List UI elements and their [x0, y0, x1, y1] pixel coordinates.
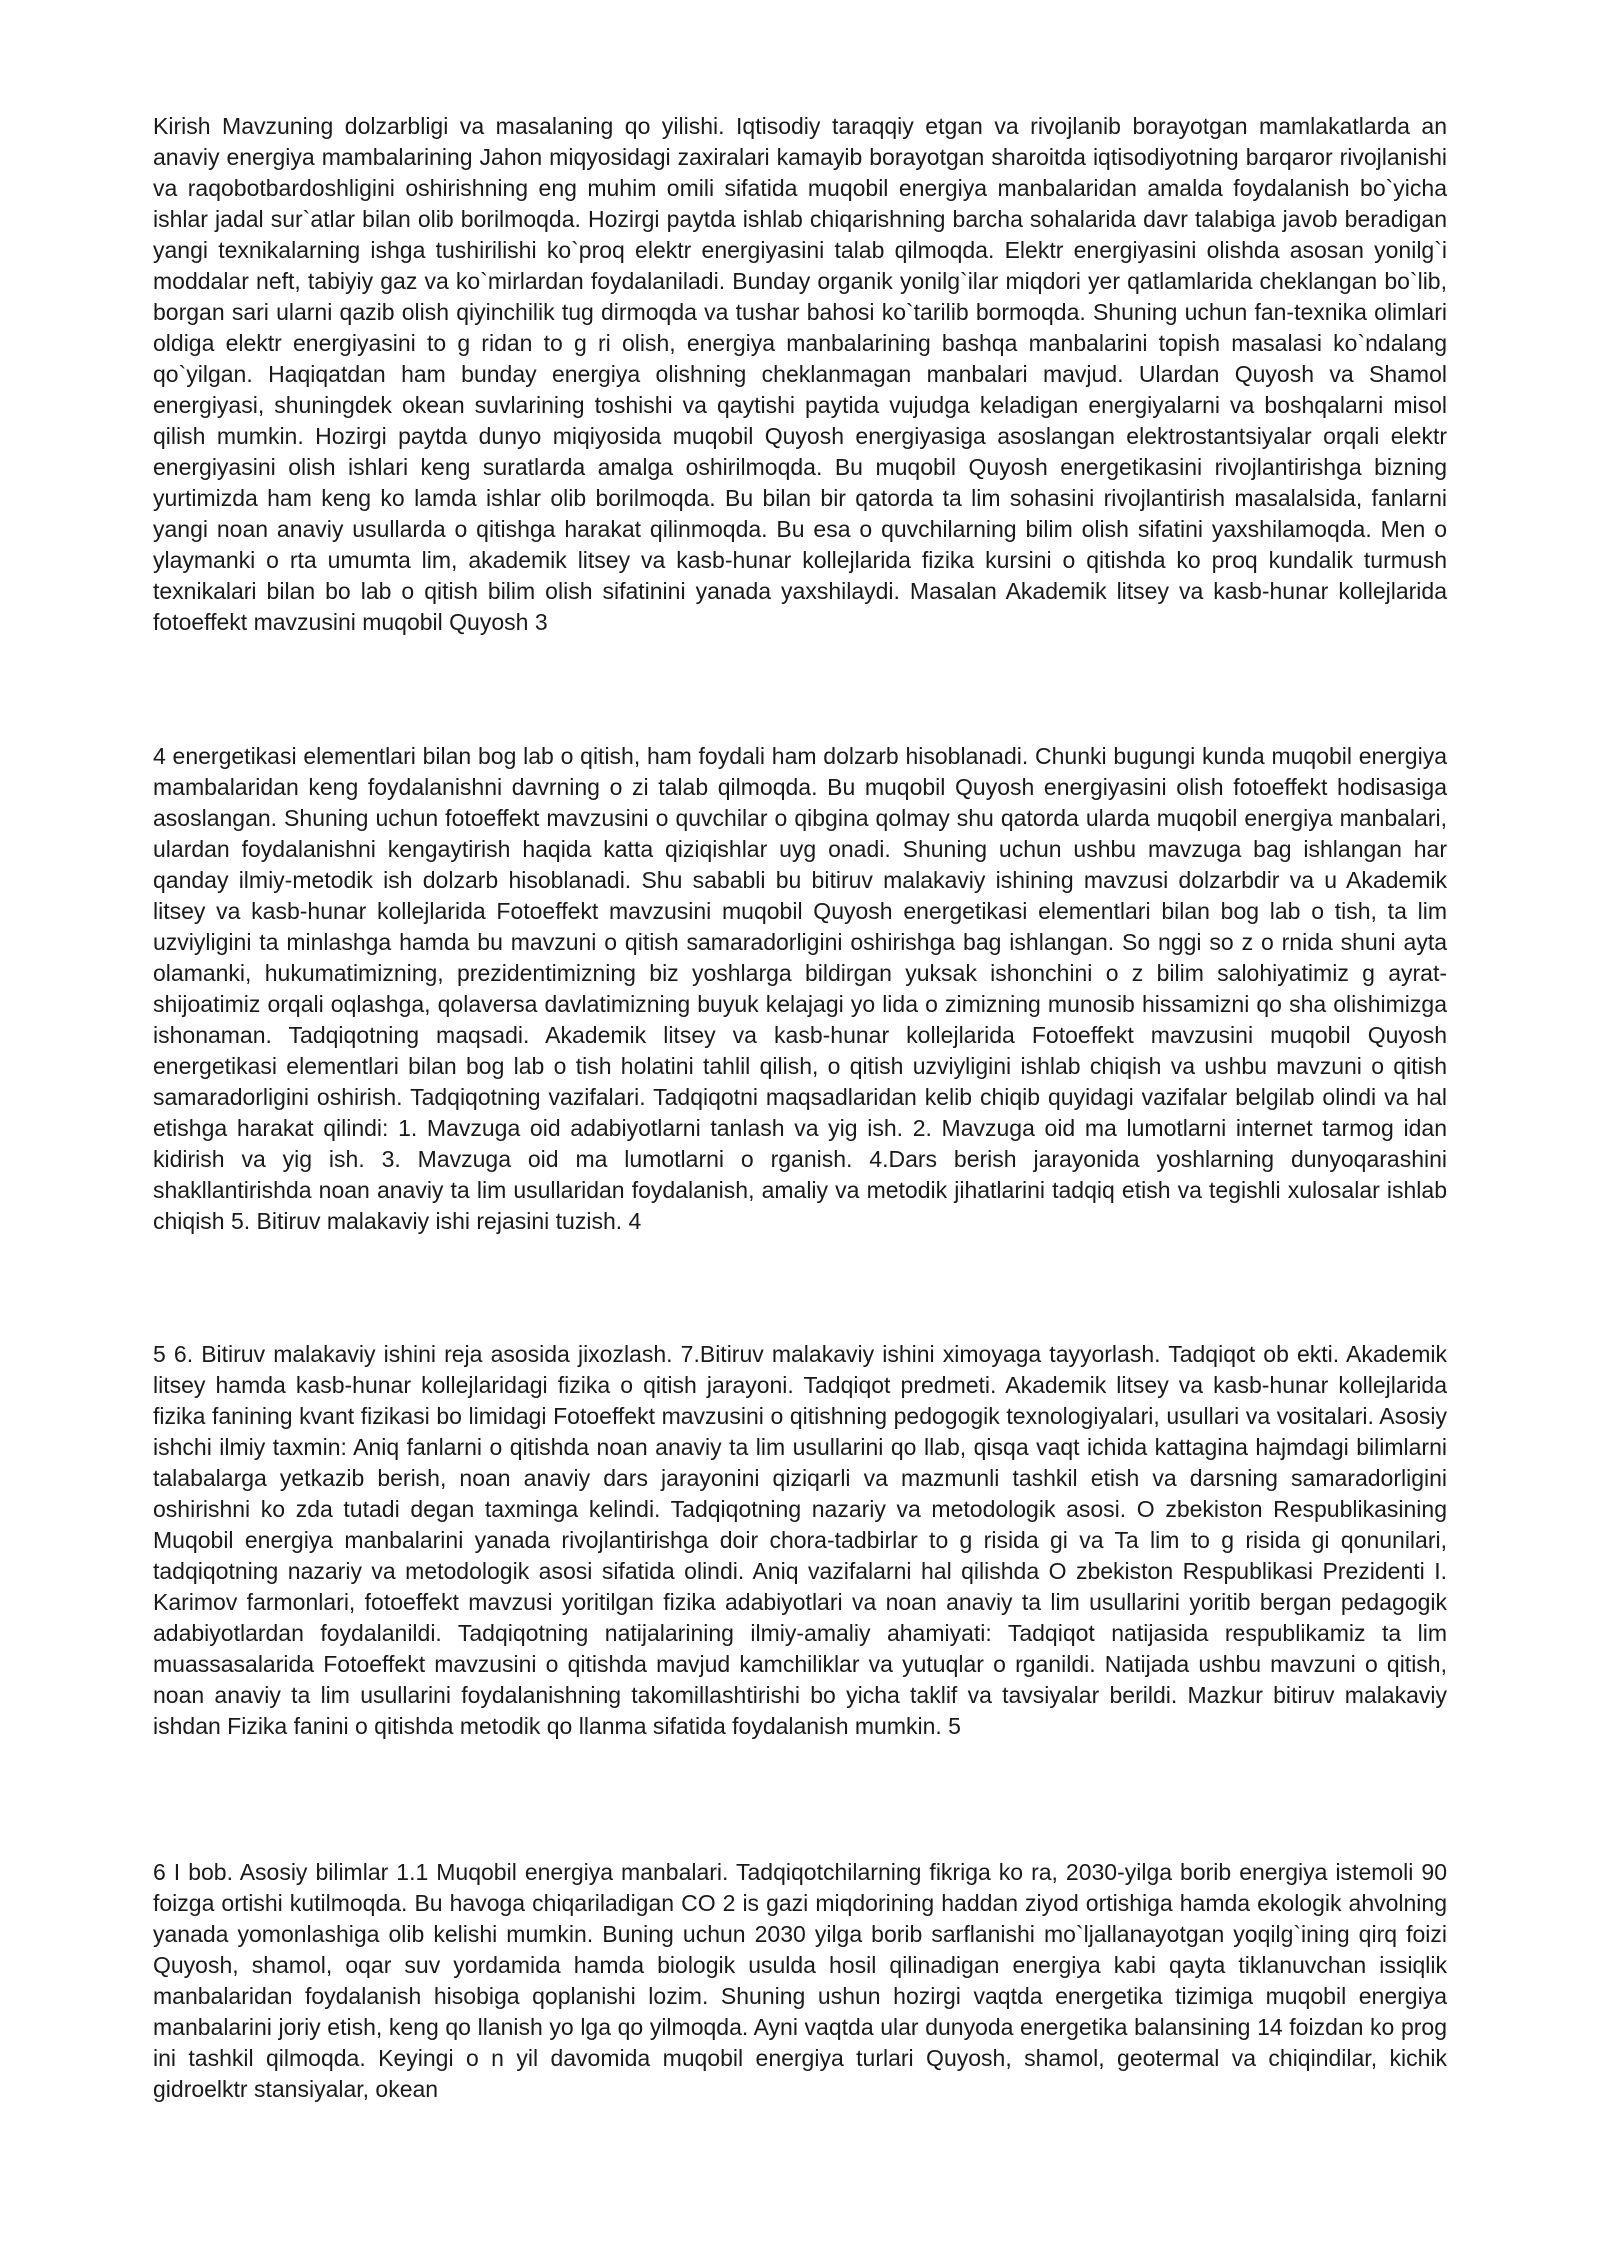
- paragraph-introduction: Kirish Mavzuning dolzarbligi va masalaning qo yilishi. Iqtisodiy taraqqiy etgan va rivojlanib borayotgan mamlakatlarda an anaviy energiya mambalarining Jahon miqyosidagi zaxiralari kamayib borayotgan sharoitda iqtisodiyotning barqaror rivojlanishi va raqobotbardoshligini oshirishning eng muhim omili sifatida muqobil energiya manbalaridan amalda foydalanish bo`yicha ishlar jadal sur`atlar bilan olib borilmoqda. Hozirgi paytda ishlab chiqarishning barcha sohalarida davr talabiga javob beradigan yangi texnikalarning ishga tushirilishi ko`proq elektr energiyasini talab qilmoqda. Elektr energiyasini olishda asosan yonilg`i moddalar neft, tabiyiy gaz va ko`mirlardan foydalaniladi. Bunday organik yonilg`ilar miqdori yer qatlamlarida cheklangan bo`lib, borgan sari ularni qazib olish qiyinchilik tug dirmoqda va tushar bahosi ko`tarilib bormoqda. Shuning uchun fan-texnika olimlari oldiga elektr energiyasini to g ridan to g ri olish, energiya manbalarining bashqa manbalarini topish masalasi ko`ndalang qo`yilgan. Haqiqatdan ham bunday energiya olishning cheklanmagan manbalari mavjud. Ulardan Quyosh va Shamol energiyasi, shuningdek okean suvlarining toshishi va qaytishi paytida vujudga keladigan energiyalarni va boshqalarni misol qilish mumkin. Hozirgi paytda dunyo miqiyosida muqobil Quyosh energiyasiga asoslangan elektrostantsiyalar orqali elektr energiyasini olish ishlari keng suratlarda amalga oshirilmoqda. Bu muqobil Quyosh energetikasini rivojlantirishga bizning yurtimizda ham keng ko lamda ishlar olib borilmoqda. Bu bilan bir qatorda ta lim sohasini rivojlantirish masalalsida, fanlarni yangi noan anaviy usullarda o qitishga harakat qilinmoqda. Bu esa o quvchilarning bilim olish sifatini yaxshilamoqda. Men o ylaymanki o rta umumta lim, akademik litsey va kasb-hunar kollejlarida fizika kursini o qitishda ko proq kundalik turmush texnikalari bilan bo lab o qitish bilim olish sifatinini yanada yaxshilaydi. Masalan Akademik litsey va kasb-hunar kollejlarida fotoeffekt mavzusini muqobil Quyosh 3: [153, 113, 1447, 635]
- paragraph-relevance-objectives: 4 energetikasi elementlari bilan bog lab o qitish, ham foydali ham dolzarb hisoblanadi. Chunki bugungi kunda muqobil energiya mambalaridan keng foydalanishni davrning o zi talab qilmoqda. Bu muqobil Quyosh energiyasini olish fotoeffekt hodisasiga asoslangan. Shuning uchun fotoeffekt mavzusini o quvchilar o qibgina qolmay shu qatorda ularda muqobil energiya manbalari, ulardan foydalanishni kengaytirish haqida katta qiziqishlar uyg onadi. Shuning uchun ushbu mavzuga bag ishlangan har qanday ilmiy-metodik ish dolzarb hisoblanadi. Shu sababli bu bitiruv malakaviy ishining mavzusi dolzarbdir va u Akademik litsey va kasb-hunar kollejlarida Fotoeffekt mavzusini muqobil Quyosh energetikasi elementlari bilan bog lab o tish, ta lim uzviyligini ta minlashga hamda bu mavzuni o qitish samaradorligini oshirishga bag ishlangan. So nggi so z o rnida shuni ayta olamanki, hukumatimizning, prezidentimizning biz yoshlarga bildirgan yuksak ishonchini o z bilim salohiyatimiz g ayrat-shijoatimiz orqali oqlashga, qolaversa davlatimizning buyuk kelajagi yo lida o zimizning munosib hissamizni qo sha olishimizga ishonaman. Tadqiqotning maqsadi. Akademik litsey va kasb-hunar kollejlarida Fotoeffekt mavzusini muqobil Quyosh energetikasi elementlari bilan bog lab o tish holatini tahlil qilish, o qitish uzviyligini ishlab chiqish va ushbu mavzuni o qitish samaradorligini oshirish. Tadqiqotning vazifalari. Tadqiqotni maqsadlaridan kelib chiqib quyidagi vazifalar belgilab olindi va hal etishga harakat qilindi: 1. Mavzuga oid adabiyotlarni tanlash va yig ish. 2. Mavzuga oid ma lumotlarni internet tarmog idan kidirish va yig ish. 3. Mavzuga oid ma lumotlarni o rganish. 4.Dars berish jarayonida yoshlarning dunyoqarashini shakllantirishda noan anaviy ta lim usullaridan foydalanish, amaliy va metodik jihatlarini tadqiq etish va tegishli xulosalar ishlab chiqish 5. Bitiruv malakaviy ishi rejasini tuzish. 4: [153, 743, 1447, 1234]
- paragraph-chapter-one: 6 I bob. Asosiy bilimlar 1.1 Muqobil energiya manbalari. Tadqiqotchilarning fikriga ko ra, 2030-yilga borib energiya istemoli 90 foizga ortishi kutilmoqda. Bu havoga chiqariladigan CO 2 is gazi miqdorining haddan ziyod ortishiga hamda ekologik ahvolning yanada yomonlashiga olib kelishi mumkin. Buning uchun 2030 yilga borib sarflanishi mo`ljallanayotgan yoqilg`ining qirq foizi Quyosh, shamol, oqar suv yordamida hamda biologik usulda hosil qilinadigan energiya kabi qayta tiklanuvchan issiqlik manbalaridan foydalanish hisobiga qoplanishi lozim. Shuning ushun hozirgi vaqtda energetika tizimiga muqobil energiya manbalarini joriy etish, keng qo llanish yo lga qo yilmoqda. Ayni vaqtda ular dunyoda energetika balansining 14 foizdan ko prog ini tashkil qilmoqda. Keyingi o n yil davomida muqobil energiya turlari Quyosh, shamol, geotermal va chiqindilar, kichik gidroelktr stansiyalar, okean: [153, 1859, 1447, 2102]
- paragraph-research-object: 5 6. Bitiruv malakaviy ishini reja asosida jixozlash. 7.Bitiruv malakaviy ishini ximoyaga tayyorlash. Tadqiqot ob ekti. Akademik litsey hamda kasb-hunar kollejlaridagi fizika o qitish jarayoni. Tadqiqot predmeti. Akademik litsey va kasb-hunar kollejlarida fizika fanining kvant fizikasi bo limidagi Fotoeffekt mavzusini o qitishning pedogogik texnologiyalari, usullari va vositalari. Asosiy ishchi ilmiy taxmin: Aniq fanlarni o qitishda noan anaviy ta lim usullarini qo llab, qisqa vaqt ichida kattagina hajmdagi bilimlarni talabalarga yetkazib berish, noan anaviy dars jarayonini qiziqarli va mazmunli tashkil etish va darsning samaradorligini oshirishni ko zda tutadi degan taxminga kelindi. Tadqiqotning nazariy va metodologik asosi. O zbekiston Respublikasining Muqobil energiya manbalarini yanada rivojlantirishga doir chora-tadbirlar to g risida gi va Ta lim to g risida gi qonunilari, tadqiqotning nazariy va metodologik asosi sifatida olindi. Aniq vazifalarni hal qilishda O zbekiston Respublikasi Prezidenti I. Karimov farmonlari, fotoeffekt mavzusi yoritilgan fizika adabiyotlari va noan anaviy ta lim usullarini yoritib bergan pedagogik adabiyotlardan foydalanildi. Tadqiqotning natijalarining ilmiy-amaliy ahamiyati: Tadqiqot natijasida respublikamiz ta lim muassasalarida Fotoeffekt mavzusini o qitishda mavjud kamchiliklar va yutuqlar o rganildi. Natijada ushbu mavzuni o qitish, noan anaviy ta lim usullarini foydalanishning takomillashtirishi bo yicha taklif va tavsiyalar berildi. Mazkur bitiruv malakaviy ishdan Fizika fanini o qitishda metodik qo llanma sifatida foydalanish mumkin. 5: [153, 1341, 1447, 1739]
